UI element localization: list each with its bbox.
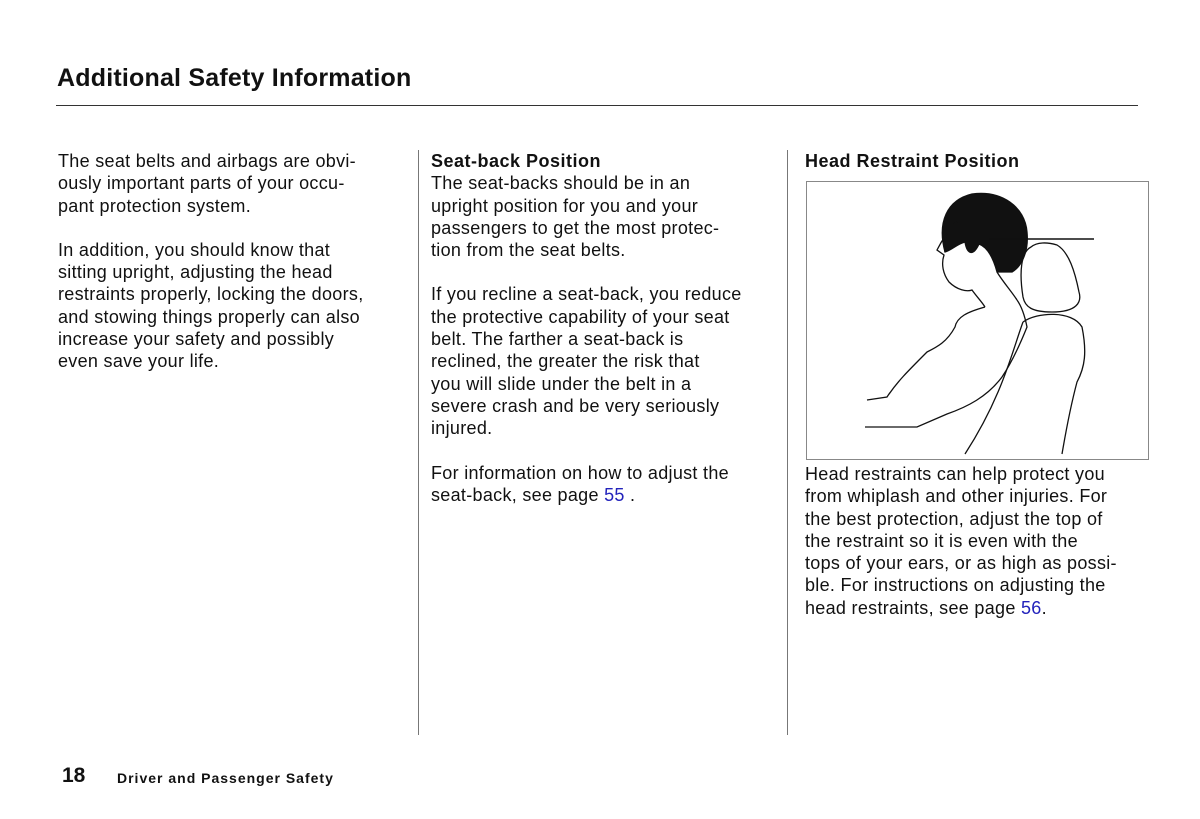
text-line: reclined, the greater the risk that xyxy=(431,351,700,372)
text-line: injured. xyxy=(431,418,493,439)
column-head-restraint xyxy=(805,150,1020,172)
text-line: If you recline a seat-back, you reduce xyxy=(431,284,742,305)
text-line: The seat belts and airbags are obvi- xyxy=(58,151,356,171)
page-link-56[interactable]: 56 xyxy=(1020,597,1042,618)
text-span: . xyxy=(624,484,636,505)
page-link-55[interactable]: 55 xyxy=(604,484,625,505)
text-line: pant protection system. xyxy=(58,195,251,216)
hair xyxy=(942,193,1027,272)
text-line xyxy=(805,597,1117,619)
text-line: passengers to get the most protec- xyxy=(431,217,720,238)
text-line: ble. For instructions on adjusting the xyxy=(805,575,1106,596)
text-line xyxy=(431,484,742,506)
text-span: seat-back, see page xyxy=(431,484,605,505)
text-line: restraints properly, locking the doors, xyxy=(58,284,364,305)
head-restraint-illustration xyxy=(806,181,1149,460)
text-line: increase your safety and possibly xyxy=(58,329,335,350)
text-line: and stowing things properly can also xyxy=(58,306,360,327)
text-line: upright position for you and your xyxy=(431,195,699,216)
text-line: The seat-backs should be in an xyxy=(431,173,691,194)
paragraph xyxy=(431,283,742,439)
page-title: Additional Safety Information xyxy=(57,64,412,92)
paragraph xyxy=(58,150,364,217)
section-name: Driver and Passenger Safety xyxy=(117,770,334,786)
text-line: severe crash and be very seriously xyxy=(431,395,720,416)
torso xyxy=(865,300,1027,427)
text-line: In addition, you should know that xyxy=(58,239,331,260)
paragraph xyxy=(431,462,742,507)
section-heading: Head Restraint Position xyxy=(805,151,1020,171)
paragraph xyxy=(58,239,364,373)
column-seat-back xyxy=(431,150,742,528)
text-line: the protective capability of your seat xyxy=(431,306,730,327)
page-number: 18 xyxy=(62,764,86,787)
text-line: from whiplash and other injuries. For xyxy=(805,486,1108,507)
section-heading: Seat-back Position xyxy=(431,151,602,171)
title-rule xyxy=(56,105,1138,106)
text-line: ously important parts of your occu- xyxy=(58,173,345,194)
headrest xyxy=(1021,243,1080,312)
text-line: sitting upright, adjusting the head xyxy=(58,262,333,283)
text-line: the best protection, adjust the top of xyxy=(805,508,1103,529)
column-intro xyxy=(58,150,364,395)
text-line: Head restraints can help protect you xyxy=(805,464,1105,484)
text-line: tops of your ears, or as high as possi- xyxy=(805,553,1117,574)
paragraph xyxy=(431,172,742,261)
neck xyxy=(997,272,1017,300)
text-line: even save your life. xyxy=(58,351,220,372)
seat-back xyxy=(965,314,1085,454)
text-line: tion from the seat belts. xyxy=(431,240,626,261)
text-line: the restraint so it is even with the xyxy=(805,530,1078,551)
text-span: head restraints, see page xyxy=(805,597,1021,618)
column-divider xyxy=(787,150,788,735)
column-head-restraint-text xyxy=(805,463,1117,641)
text-line: belt. The farther a seat-back is xyxy=(431,329,684,350)
text-line: you will slide under the belt in a xyxy=(431,373,692,394)
text-span: . xyxy=(1041,597,1047,618)
paragraph xyxy=(805,463,1117,619)
text-line: For information on how to adjust the xyxy=(431,462,729,483)
column-divider xyxy=(418,150,419,735)
